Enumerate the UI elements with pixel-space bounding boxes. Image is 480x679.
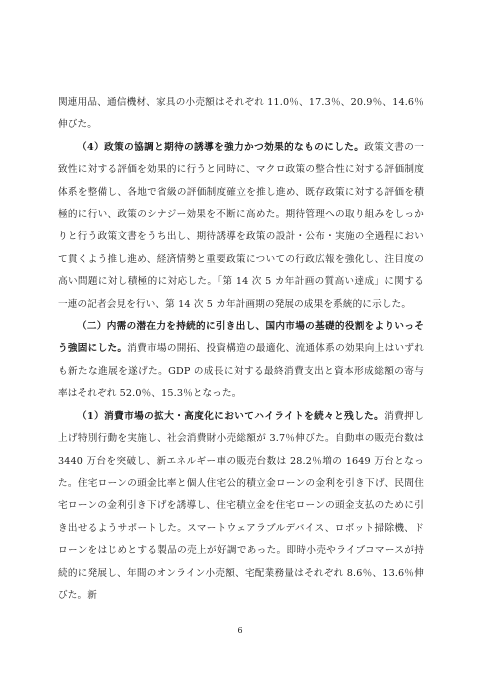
section-heading: （二）内需の潜在力を持続的に引き出し、国内市場の基礎的役割をよりいっそう強固にした。 <box>58 321 424 355</box>
paragraph-continued <box>58 92 424 137</box>
paragraph-policy-coordination <box>58 137 424 316</box>
page-number: 6 <box>237 626 243 635</box>
paragraph-text: 消費市場の開拓、投資構造の最適化、流通体系の効果向上はいずれも新たな進展を遂げた。GDP の成長に対する最終消費支出と資本形成総額の寄与率はそれぞれ 52.0％、15.3％となった。 <box>58 343 424 400</box>
paragraph-text: 消費押し上げ特別行動を実施し、社会消費財小売総額が 3.7％伸びた。自動車の販売台数は 3440 万台を突破し、新エネルギー車の販売台数は 28.2％増の 1649 万台となった。住宅ローンの頭金比率と個人住宅公的積立金ローンの金利を引き下げ、民間住宅ローンの金利引き下げを誘導し、住宅積立金を住宅ローンの頭金支払のために引き出せるようサポートした。スマートウェアラブルデバイス、ロボット掃除機、ドローンをはじめとする製品の売上が好調であった。即時小売やライブコマースが持続的に発展し、年間のオンライン小売額、宅配業務量はそれぞれ 8.6％、13.6％伸びた。新 <box>58 410 424 601</box>
paragraph-heading: （1）消費市場の拡大・高度化においてハイライトを続々と残した。 <box>77 410 385 422</box>
paragraph-text: 関連用品、通信機材、家具の小売額はそれぞれ 11.0％、17.3％、20.9％、14.6％伸びた。 <box>58 97 424 131</box>
paragraph-heading: （4）政策の協調と期待の誘導を強力かつ効果的なものにした。 <box>77 141 365 153</box>
body-text <box>58 92 424 607</box>
paragraph-consumer-market <box>58 406 424 608</box>
paragraph-text: 政策文書の一致性に対する評価を効果的に行うと同時に、マクロ政策の整合性に対する評価制度体系を整備し、各地で省級の評価制度確立を推し進め、既存政策に対する評価を積極的に行い、政策のシナジー効果を不断に高めた。期待管理への取り組みをしっかりと行う政策文書をうち出し、期待誘導を政策の設計・公布・実施の全過程において貫くよう推し進め、経済情勢と重要政策についての行政広報を強化し、注目度の高い問題に対し積極的に対応した。「第 14 次 5 カ年計画の質高い達成」に関する一連の記者会見を行い、第 14 次 5 カ年計画期の発展の成果を系統的に示した。 <box>58 141 425 310</box>
paragraph-domestic-demand <box>58 316 424 406</box>
